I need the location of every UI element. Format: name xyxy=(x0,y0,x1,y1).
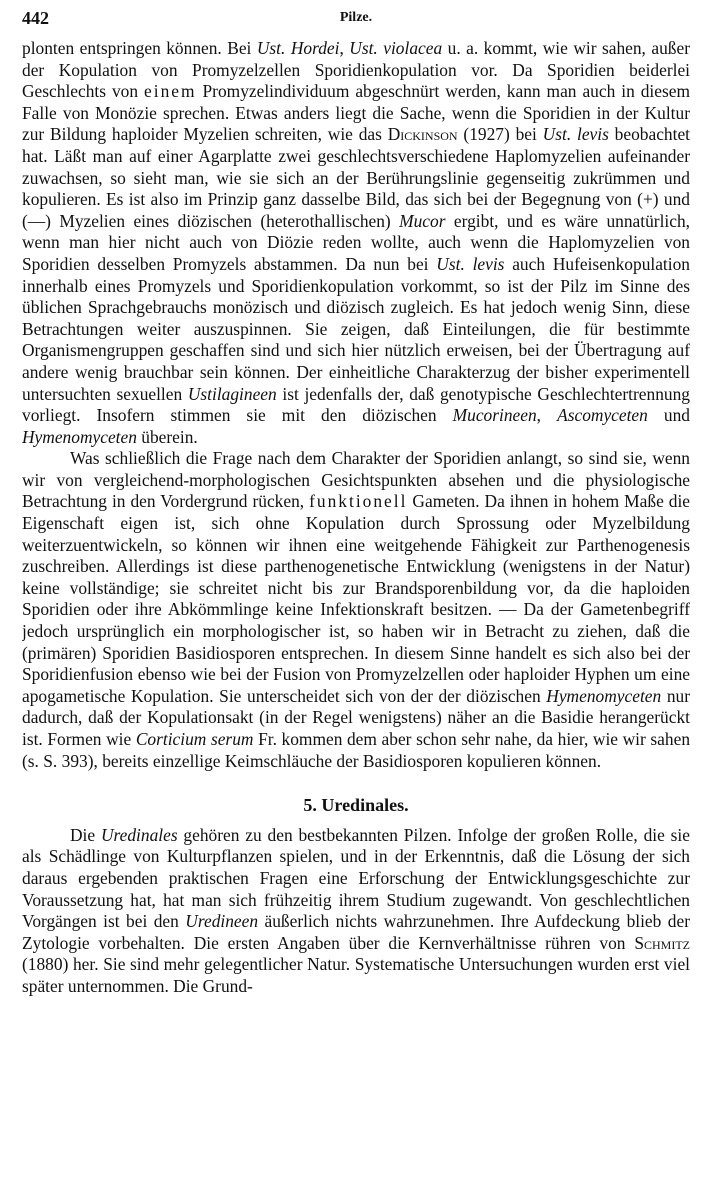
author-name: Schmitz xyxy=(634,932,690,953)
page-number: 442 xyxy=(22,8,49,28)
taxon-name: Uredinales xyxy=(100,824,178,845)
text-run: , xyxy=(536,405,558,426)
text-run: und xyxy=(647,405,690,426)
book-page xyxy=(22,8,690,1194)
text-run: (1880) her. Sie sind mehr gelegentlicher Natur. Systematische Untersuchungen wurden erst viel später unternommen. Die Grund- xyxy=(22,954,690,996)
text-run: ist jedenfalls der, daß genotypische Geschlechtertrennung vorliegt. Insofern stimmen sie mit den diözischen xyxy=(22,383,690,426)
text-run: überein. xyxy=(136,426,198,447)
text-run: äußerlich nichts wahrzunehmen. Ihre Aufdeckung blieb der Zytologie vorbehalten. Die ersten Angaben über die Kernverhältnisse rühren von xyxy=(22,911,690,953)
text-run: Die xyxy=(70,824,101,845)
section-heading: 5. Uredinales. xyxy=(303,795,409,816)
text-run: auch Hufeisenkopulation innerhalb eines Promyzels und Sporidienkopulation vorkommt, so ist der Pilz im Sinne des üblichen Sprachgebrauchs monözisch und diözisch zugleich. Es hat jedoch wenig Sinn, diese Betrachtungen weiter auszuspinnen. Sie zeigen, daß Einteilungen, die für bestimmte Organismengruppen geschaffen sind und sich hier nützlich erweisen, bei der Übertragung auf andere wenig brauchbar sein können. Der einheitliche Charakterzug der bisher experimentell untersuchten sexuellen xyxy=(22,253,690,404)
taxon-name: Hymenomyceten xyxy=(22,426,137,447)
text-run: beobachtet hat. Läßt man auf einer Agarplatte zwei geschlechtsverschiedene Haplomyzelien aufeinander zuwachsen, so sieht man, wie sie sich an der Berührungslinie gegenseitig zukrümmen und kopulieren. Es ist also im Prinzip ganz dasselbe Bild, das sich bei der Begegnung von (+) und (—) Myzelien eines diözischen (heterothallischen) xyxy=(22,124,690,231)
taxon-name: Mucorineen xyxy=(452,405,537,426)
paragraph-1 xyxy=(22,38,690,448)
taxon-name: Mucor xyxy=(399,210,446,231)
emphasis: einem xyxy=(144,81,197,102)
text-run: (1927) bei xyxy=(457,124,543,145)
text-run: ergibt, und es wäre unnatürlich, wenn man hier nicht auch von Diözie reden wollte, auch wenn die Haplomyzelien von Sporidien desselben Promyzels abstammen. Da nun bei xyxy=(22,210,690,274)
taxon-name: Ust. Hordei xyxy=(256,38,340,58)
paragraph-3 xyxy=(22,825,690,998)
text-run: Promyzelindividuum abgeschnürt werden, kann man auch in diesem Falle von Monözie sprechen. Etwas anders liegt die Sache, wenn die Sporidien in der Kultur zur Bildung haploider Myzelien schreiten, wie das xyxy=(22,81,690,145)
text-run: Gameten. Da ihnen in hohem Maße die Eigenschaft eigen ist, sich ohne Kopulation durch Sprossung oder Myzelbildung weiterzuentwickeln, so können wir ihnen eine weitgehende Fähigkeit zur Parthenogenesis zuschreiben. Allerdings ist diese parthenogenetische Entwicklung (wenigstens in der Natur) keine vollständige; sie schreitet nicht bis zur Brandsporenbildung vor, da die haploiden Sporidien oder ihre Abkömmlinge keine Infektionskraft besitzen. — Da der Gametenbegriff jedoch ursprünglich ein morphologischer ist, so haben wir in Betracht zu ziehen, daß die (primären) Sporidien Basidiosporen entsprechen. In diesem Sinne handelt es sich also bei der Sporidienfusion ebenso wie bei der Fusion von Promyzelzellen oder haploider Hyphen um eine apogametische Kopulation. Sie unterscheidet sich von der der diözischen xyxy=(22,491,690,706)
taxon-name: Ust. levis xyxy=(542,124,609,145)
taxon-name: Ustilagineen xyxy=(187,383,277,404)
text-run: plonten entspringen können. Bei xyxy=(22,38,257,58)
taxon-name: Uredineen xyxy=(185,911,259,932)
body-text xyxy=(22,38,690,998)
taxon-name: Ascomyceten xyxy=(557,405,648,426)
taxon-name: Ust. levis xyxy=(436,253,505,274)
author-name: Dickinson xyxy=(387,124,458,145)
taxon-name: Ust. violacea xyxy=(349,38,443,58)
running-head xyxy=(22,8,690,38)
running-title: Pilze. xyxy=(339,10,373,25)
text-run: Was schließlich die Frage nach dem Charakter der Sporidien anlangt, so sind sie, wenn wir von vergleichend-morphologischen Gesichtspunkten absehen und die physiologische Betrachtung in den Vordergrund rücken, xyxy=(22,448,690,512)
text-run: u. a. kommt, wie wir sahen, außer der Kopulation von Promyzelzellen Sporidienkopulation vor. Da Sporidien beiderlei Geschlechts von xyxy=(22,38,690,102)
text-run: gehören zu den bestbekannten Pilzen. Infolge der großen Rolle, die sie als Schädlinge von Kulturpflanzen spielen, und in der Erkenntnis, daß die Lösung der sich daraus ergebenden praktischen Fragen eine Erforschung der Entwicklungsgeschichte zur Voraussetzung hat, hat man sich frühzeitig ihrem Studium zugewandt. Von geschlechtlichen Vorgängen ist bei den xyxy=(22,824,690,932)
taxon-name: Hymenomyceten xyxy=(546,685,662,706)
text-run: Fr. kommen dem aber schon sehr nahe, da hier, wie wir sahen (s. S. 393), bereits einzellige Keimschläuche der Basidiosporen kopulieren können. xyxy=(22,729,690,771)
text-run: , xyxy=(339,38,350,58)
emphasis: funktionell xyxy=(309,491,408,512)
taxon-name: Corticium serum xyxy=(135,729,254,749)
text-run: nur dadurch, daß der Kopulationsakt (in der Regel wenigstens) näher an die Basidie herangerückt ist. Formen wie xyxy=(22,685,690,749)
paragraph-2 xyxy=(22,448,690,772)
